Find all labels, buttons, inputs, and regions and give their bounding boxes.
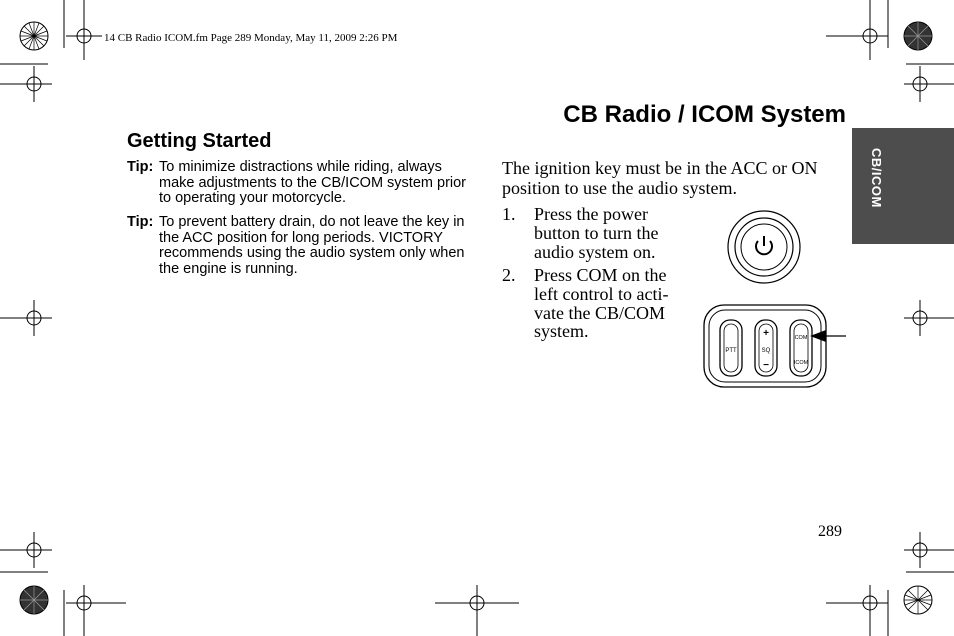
step-text: Press the power button to turn the audio system on.	[534, 204, 659, 262]
section-heading: Getting Started	[127, 130, 272, 152]
step-number: 2.	[502, 265, 516, 285]
file-header: 14 CB Radio ICOM.fm Page 289 Monday, May 11, 2009 2:26 PM	[104, 32, 398, 44]
power-button-illustration	[728, 211, 800, 283]
step-number: 1.	[502, 204, 516, 224]
com-label: COM	[794, 335, 808, 341]
left-control-illustration	[704, 305, 826, 387]
tip-label: Tip:	[127, 159, 154, 175]
sq-label: SQ	[761, 348, 771, 354]
control-illustration	[700, 205, 850, 390]
step-text: Press COM on the left control to acti-vate the CB/COM system.	[534, 265, 669, 342]
page-title: CB Radio / ICOM System	[563, 101, 846, 128]
tip-label: Tip:	[127, 214, 154, 230]
chapter-tab	[852, 128, 954, 244]
step-1	[502, 205, 687, 261]
step-2	[502, 266, 687, 341]
tip-text: To minimize distractions while riding, always make adjustments to the CB/ICOM system prior to operating your motorcycle.	[159, 159, 467, 206]
ptt-label: PTT	[725, 348, 737, 354]
chapter-tab-label: CB/ICOM	[869, 148, 884, 208]
intro-paragraph: The ignition key must be in the ACC or ON position to use the audio system.	[502, 158, 818, 198]
plus-label: +	[763, 328, 769, 339]
tip-2	[127, 215, 477, 277]
icom-label: ICOM	[793, 360, 809, 366]
tip-1	[127, 160, 477, 207]
minus-label: −	[763, 360, 769, 371]
tip-text: To prevent battery drain, do not leave the key in the ACC position for long periods. VICTORY recommends using the audio system only when the engine is running.	[159, 214, 465, 277]
page-number: 289	[818, 523, 842, 540]
